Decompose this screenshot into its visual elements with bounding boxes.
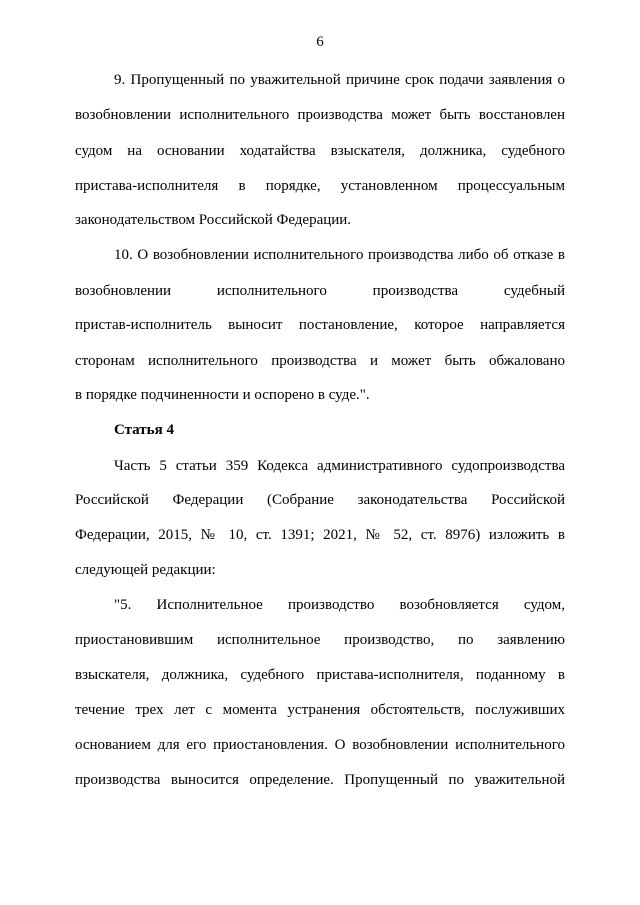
paragraph-line: Часть 5 статьи 359 Кодекса административного судопроизводства xyxy=(114,458,565,474)
paragraph-line: Российской Федерации (Собрание законодательства Российской xyxy=(75,492,565,508)
paragraph-line: 9. Пропущенный по уважительной причине срок подачи заявления о xyxy=(114,72,565,88)
paragraph-line: следующей редакции: xyxy=(75,562,216,578)
article-heading: Статья 4 xyxy=(114,422,174,438)
paragraph-line: "5. Исполнительное производство возобновляется судом, xyxy=(114,597,565,613)
paragraph-line: течение трех лет с момента устранения обстоятельств, послуживших xyxy=(75,702,565,718)
paragraph-line: законодательством Российской Федерации. xyxy=(75,212,352,228)
paragraph-line: производства выносится определение. Пропущенный по уважительной xyxy=(75,772,565,788)
paragraph-line: приостановившим исполнительное производство, по заявлению xyxy=(75,632,565,648)
paragraph-line: пристава-исполнителя в порядке, установленном процессуальным xyxy=(75,178,565,194)
paragraph-line: основанием для его приостановления. О возобновлении исполнительного xyxy=(75,737,565,753)
paragraph-line: пристав-исполнитель выносит постановление, которое направляется xyxy=(75,317,565,333)
paragraph-line: возобновлении исполнительного производства может быть восстановлен xyxy=(75,107,565,123)
paragraph-line: возобновлении исполнительного производства судебный xyxy=(75,283,565,299)
paragraph-line: в порядке подчиненности и оспорено в суде.". xyxy=(75,387,370,403)
paragraph-line: судом на основании ходатайства взыскателя, должника, судебного xyxy=(75,143,565,159)
paragraph-line: взыскателя, должника, судебного пристава-исполнителя, поданному в xyxy=(75,667,565,683)
paragraph-line: сторонам исполнительного производства и может быть обжаловано xyxy=(75,353,565,369)
page-number: 6 xyxy=(316,34,324,50)
paragraph-line: Федерации, 2015, № 10, ст. 1391; 2021, № 52, ст. 8976) изложить в xyxy=(75,527,565,543)
paragraph-line: 10. О возобновлении исполнительного производства либо об отказе в xyxy=(114,247,565,263)
